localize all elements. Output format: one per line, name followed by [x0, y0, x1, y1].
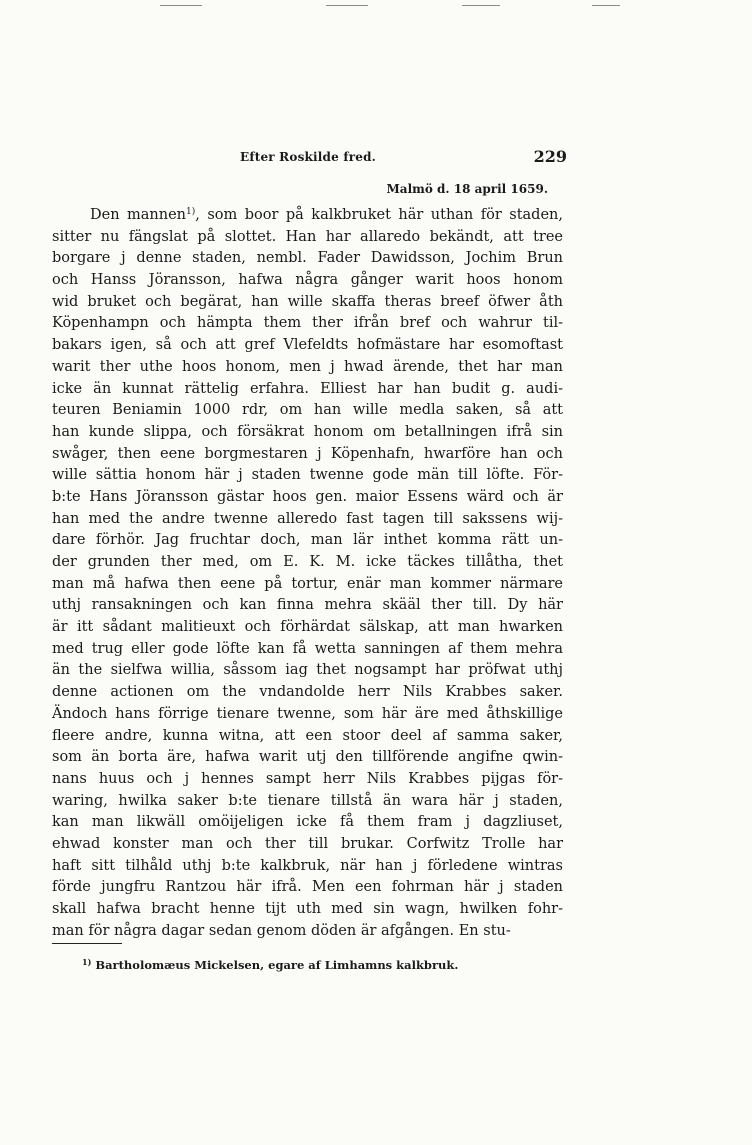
text-span: , som boor på kalkbruket här uthan för staden,: [195, 207, 563, 223]
text-line: Ändoch hans förrige tienare twenne, som här äre med åthskillige: [52, 705, 563, 722]
text-line: dare förhör. Jag fruchtar doch, man lär inthet komma rätt un-: [52, 532, 563, 549]
text-line: med trug eller gode löfte kan få wetta sanningen af them mehra: [52, 640, 563, 657]
text-line: är itt sådant malitieuxt och förhärdat sälskap, att man hwarken: [52, 619, 563, 636]
footnote-text: Bartholomæus Mickelsen, egare af Limhamns kalkbruk.: [95, 958, 459, 972]
text-line: icke än kunnat rättelig erfahra. Elliest har han budit g. audi-: [52, 380, 563, 397]
text-line: nans huus och j hennes sampt herr Nils Krabbes pijgas för-: [52, 770, 563, 787]
text-line: förde jungfru Rantzou här ifrå. Men een fohrman här j staden: [52, 879, 563, 896]
text-line: borgare j denne staden, nembl. Fader Dawidsson, Jochim Brun: [52, 250, 563, 267]
text-line: bakars igen, så och att gref Vlefeldts hofmästare har esomoftast: [52, 337, 563, 354]
text-line: han med the andre twenne alleredo fast tagen till sakssens wij-: [52, 510, 563, 527]
scan-edge-line: [160, 5, 202, 6]
text-line: fleere andre, kunna witna, att een stoor deel af samma saker,: [52, 727, 563, 744]
running-title: Efter Roskilde fred.: [240, 150, 377, 164]
running-head: [52, 147, 567, 170]
text-line: man må hafwa then eene på tortur, enär man kommer närmare: [52, 575, 563, 592]
footnote-marker: 1): [82, 957, 92, 967]
text-span: Den mannen: [90, 207, 187, 223]
text-line: skall hafwa bracht henne tijt uth med sin wagn, hwilken fohr-: [52, 901, 563, 917]
text-line: ehwad konster man och ther till brukar. Corfwitz Trolle har: [52, 835, 563, 852]
text-line: wille sättia honom här j staden twenne gode män till löfte. För-: [52, 467, 563, 484]
text-line: teuren Beniamin 1000 rdr, om han wille medla saken, så att: [52, 402, 563, 419]
footnote-reference: 1): [186, 207, 196, 217]
page-number: 229: [533, 147, 567, 166]
text-line: der grunden ther med, om E. K. M. icke täckes tillåtha, thet: [52, 554, 563, 570]
text-line: [52, 205, 563, 227]
text-line: waring, hwilka saker b:te tienare tillstå än wara här j staden,: [52, 792, 563, 809]
text-line: kan man likwäll omöijeligen icke få them fram j dagzliuset,: [52, 814, 563, 831]
text-line: haft sitt tilhåld uthj b:te kalkbruk, när han j förledene wintras: [52, 857, 563, 874]
text-line: än the sielfwa willia, såssom iag thet nogsampt har pröfwat uthj: [52, 662, 563, 679]
footnote: [82, 958, 552, 972]
letter-dateline: Malmö d. 18 april 1659.: [386, 182, 548, 196]
text-line: denne actionen om the vndandolde herr Nils Krabbes saker.: [52, 684, 563, 701]
text-line: swåger, then eene borgmestaren j Köpenhafn, hwarföre han och: [52, 445, 563, 462]
text-line: sitter nu fängslat på slottet. Han har allaredo bekändt, att tree: [52, 228, 563, 245]
text-line: och Hanss Jöransson, hafwa några gånger warit hoos honom: [52, 272, 563, 289]
text-line: warit ther uthe hoos honom, men j hwad ärende, thet har man: [52, 358, 563, 375]
text-line: uthj ransakningen och kan finna mehra skääl ther till. Dy här: [52, 597, 563, 614]
text-line: som än borta äre, hafwa warit utj den tillförende angifne qwin-: [52, 749, 563, 766]
footnote-rule: [52, 943, 122, 944]
text-line: wid bruket och begärat, han wille skaffa theras breef öfwer åth: [52, 293, 563, 310]
text-line: Köpenhampn och hämpta them ther ifrån bref och wahrur til-: [52, 315, 563, 332]
letter-body: [52, 205, 563, 942]
text-line: man för några dagar sedan genom döden är afgången. En stu-: [52, 922, 511, 939]
scan-edge-line: [592, 5, 620, 6]
text-line: b:te Hans Jöransson gästar hoos gen. maior Essens wärd och är: [52, 488, 563, 505]
text-line: han kunde slippa, och försäkrat honom om betallningen ifrå sin: [52, 423, 563, 440]
scan-edge-line: [326, 5, 368, 6]
scan-edge-line: [462, 5, 500, 6]
